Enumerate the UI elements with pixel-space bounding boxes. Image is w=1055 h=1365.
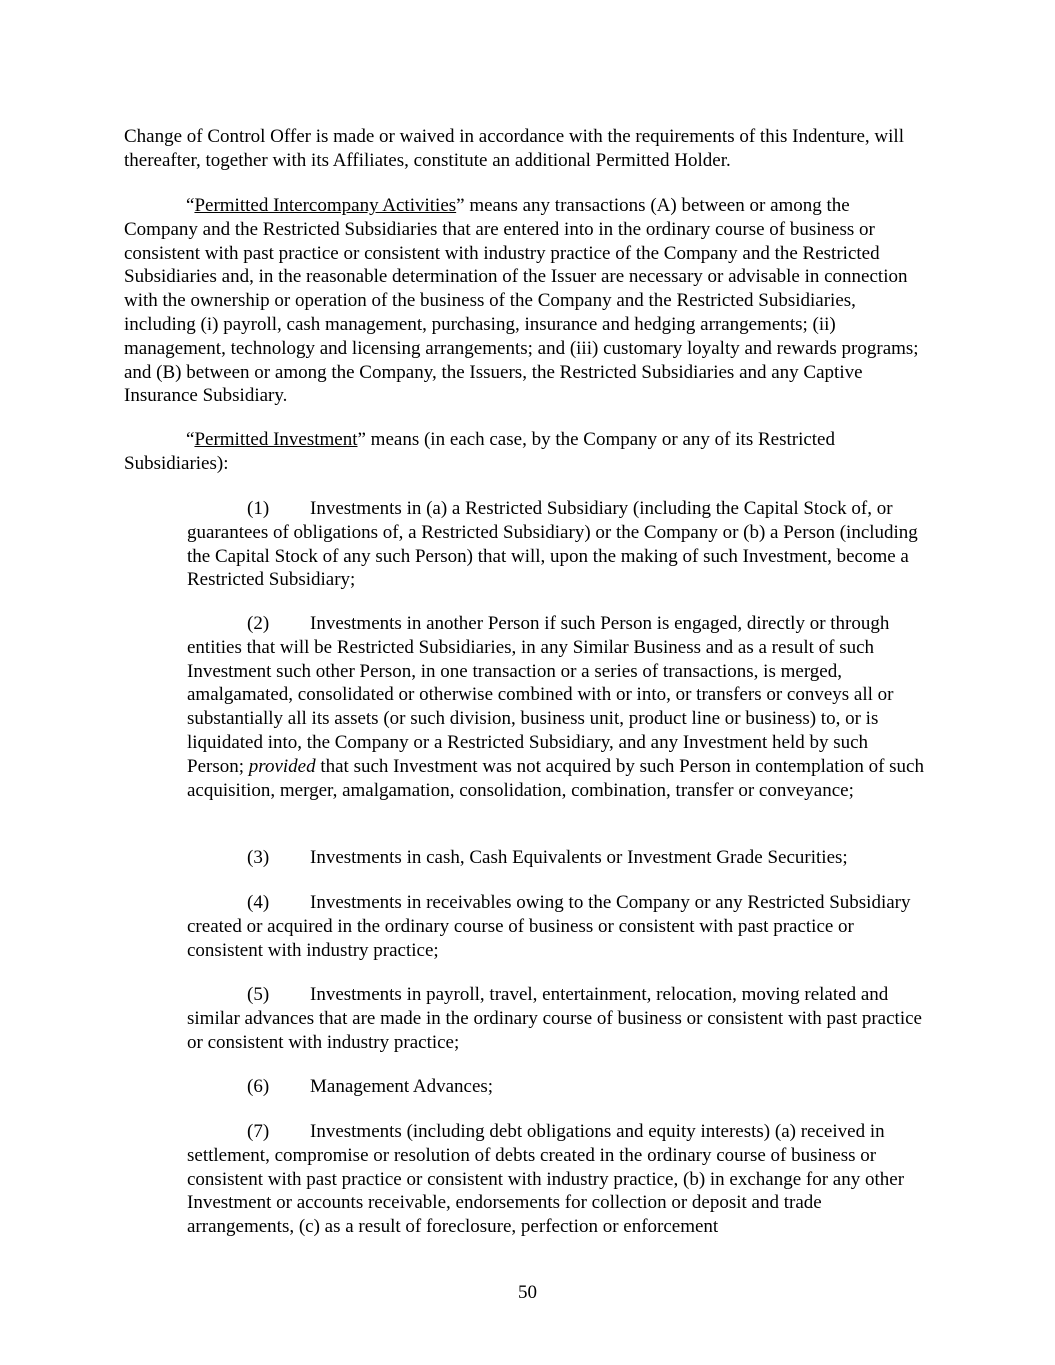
list-item xyxy=(187,1075,929,1099)
open-quote: “ xyxy=(186,195,195,216)
list-item-number: (4) xyxy=(247,892,270,913)
list-item-italic-term: provided xyxy=(248,755,316,777)
list-item-number: (2) xyxy=(247,613,270,634)
list-item-number: (5) xyxy=(247,984,270,1005)
list-item xyxy=(187,1120,929,1239)
definition-permitted-intercompany-activities xyxy=(124,194,924,408)
definition-text: ” means (in each case, by the Company or any of its Restricted Subsidiaries): xyxy=(124,429,835,474)
list-item-number: (6) xyxy=(247,1076,270,1097)
defined-term: Permitted Investment xyxy=(194,429,358,450)
open-quote: “ xyxy=(186,429,195,450)
list-item-text: Investments in (a) a Restricted Subsidiary (including the Capital Stock of, or guarantees of obligations of, a Restricted Subsidiary) or the Company or (b) a Person (including the Capital Stock of any such Person) that will, upon the making of such Investment, become a Restricted Subsidiary; xyxy=(187,498,918,591)
list-item xyxy=(187,891,929,962)
definition-text: ” means any transactions (A) between or among the Company and the Restricted Subsidiaries that are entered into in the ordinary course of business or consistent with past practice or consistent with industry practice of the Company and the Restricted Subsidiaries and, in the reasonable determination of the Issuer are necessary or advisable in connection with the ownership or operation of the business of the Company and the Restricted Subsidiaries, including (i) payroll, cash management, purchasing, insurance and hedging arrangements; (ii) management, technology and licensing arrangements; and (iii) customary loyalty and rewards programs; and (B) between or among the Company, the Issuers, the Restricted Subsidiaries and any Captive Insurance Subsidiary. xyxy=(124,195,919,407)
list-item-number: (7) xyxy=(247,1121,270,1142)
list-item xyxy=(187,497,929,592)
list-item-number: (1) xyxy=(247,498,270,519)
list-item-number: (3) xyxy=(247,847,270,868)
list-item xyxy=(187,612,929,802)
list-item xyxy=(187,846,929,870)
definition-permitted-investment xyxy=(124,428,924,476)
defined-term: Permitted Intercompany Activities xyxy=(194,195,457,216)
list-item-text: Investments in receivables owing to the Company or any Restricted Subsidiary created or acquired in the ordinary course of business or consistent with past practice or consistent with industry practice; xyxy=(187,892,911,961)
page-number: 50 xyxy=(518,1282,537,1303)
list-item-text: Investments (including debt obligations and equity interests) (a) received in settlement, compromise or resolution of debts created in the ordinary course of business or consistent with past practice or consistent with industry practice, (b) in exchange for any other Investment or accounts receivable, endorsements for collection or deposit and trade arrangements, (c) as a result of foreclosure, perfection or enforcement xyxy=(187,1121,905,1238)
list-item-text: Management Advances; xyxy=(310,1076,494,1097)
continuation-paragraph: Change of Control Offer is made or waived in accordance with the requirements of this Indenture, will thereafter, together with its Affiliates, constitute an additional Permitted Holder. xyxy=(124,126,904,171)
list-item-text: Investments in cash, Cash Equivalents or Investment Grade Securities; xyxy=(310,847,848,868)
list-item-text: Investments in another Person if such Person is engaged, directly or through entities that will be Restricted Subsidiaries, in any Similar Business and as a result of such Investment such other Person, in one transaction or a series of transactions, is merged, amalgamated, consolidated or otherwise combined with or into, or transfers or conveys all or substantially all its assets (or such division, business unit, product line or business) to, or is liquidated into, the Company or a Restricted Subsidiary, and any Investment held by such Person; xyxy=(187,613,894,777)
list-item-text-continued: that such Investment was not acquired by such Person in contemplation of such acquisition, merger, amalgamation, consolidation, combination, transfer or conveyance; xyxy=(187,755,924,801)
list-item xyxy=(187,983,929,1054)
list-item-text: Investments in payroll, travel, entertainment, relocation, moving related and similar advances that are made in the ordinary course of business or consistent with past practice or consistent with industry practice; xyxy=(187,984,922,1053)
